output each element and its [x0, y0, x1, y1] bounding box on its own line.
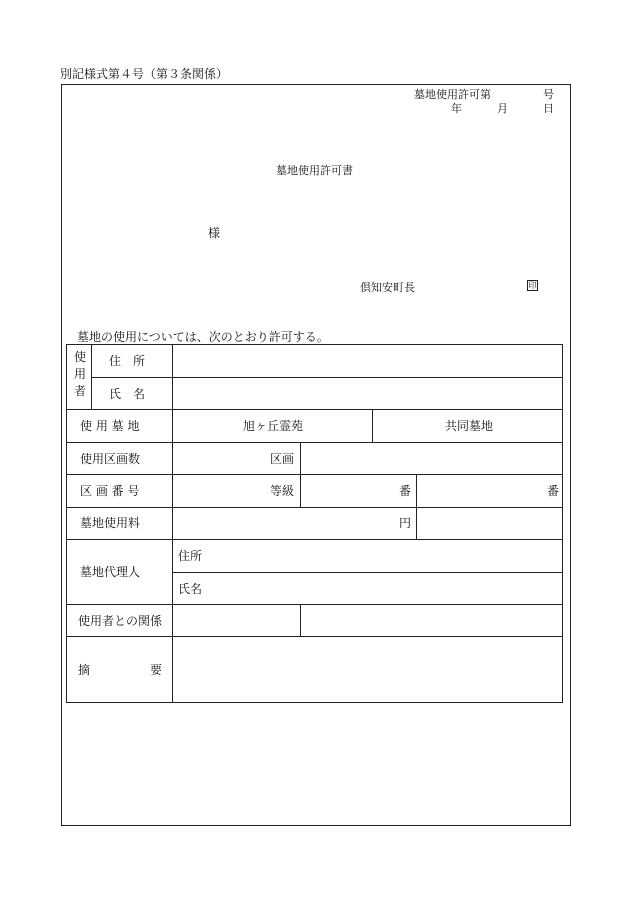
issuer-name: 倶知安町長: [360, 281, 415, 294]
number-unit-1: 番: [399, 484, 412, 498]
addressee-suffix: 様: [208, 226, 221, 240]
agent-label: 墓地代理人: [80, 565, 141, 579]
plot-count-unit: 区画: [270, 452, 295, 466]
agent-address-label: 住所: [178, 549, 203, 563]
plot-count-label: 使用区画数: [80, 452, 141, 466]
fee-label: 墓地使用料: [80, 516, 141, 530]
name-label: 氏 名: [109, 387, 146, 401]
document-title: 墓地使用許可書: [276, 164, 353, 177]
date-year: 年: [451, 102, 462, 115]
user-label-char2: 用: [74, 367, 87, 381]
permit-table: [66, 344, 563, 703]
fee-unit: 円: [399, 516, 412, 530]
user-label-char1: 使: [74, 350, 87, 364]
cemetery-option-asahigaoka: 旭ヶ丘霊苑: [243, 419, 304, 433]
permit-number-prefix: 墓地使用許可第: [414, 88, 491, 101]
plot-number-label: 区 画 番 号: [80, 484, 140, 498]
seal-mark: 印: [528, 281, 537, 290]
remarks-label-char1: 摘: [78, 663, 91, 677]
agent-name-label: 氏名: [178, 582, 203, 596]
cemetery-label: 使 用 墓 地: [80, 419, 140, 433]
date-day: 日: [543, 102, 554, 115]
cemetery-option-communal: 共同墓地: [445, 419, 494, 433]
permit-number-suffix: 号: [543, 88, 554, 101]
relation-label: 使用者との関係: [78, 614, 163, 628]
permit-statement: 墓地の使用については、次のとおり許可する。: [77, 330, 329, 344]
form-reference: 別記様式第４号（第３条関係）: [60, 67, 229, 81]
date-month: 月: [497, 102, 508, 115]
grade-unit: 等級: [270, 484, 295, 498]
address-label: 住 所: [109, 354, 146, 368]
remarks-label-char2: 要: [150, 663, 163, 677]
user-label-char3: 者: [74, 384, 87, 398]
number-unit-2: 番: [547, 484, 560, 498]
